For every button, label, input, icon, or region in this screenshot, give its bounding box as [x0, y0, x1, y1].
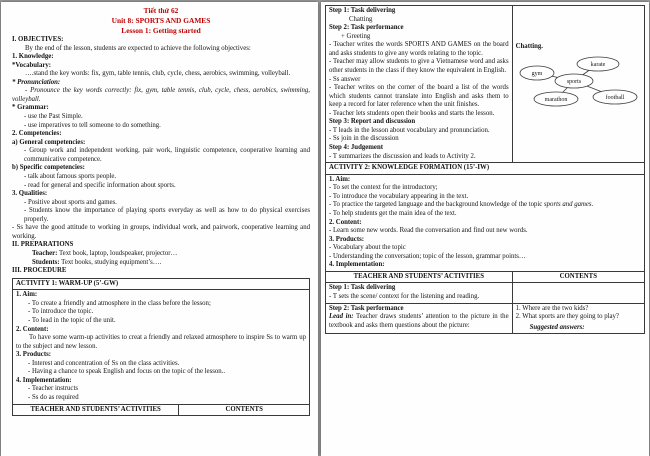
- activity1-title-row: [13, 278, 310, 290]
- activity2-body-cell: [326, 174, 645, 271]
- products-heading: 3. Products:: [329, 235, 364, 243]
- activity1-title-cell: ACTIVITY 1: WARM-UP (5’-GW): [13, 278, 310, 290]
- aim-item: [329, 201, 641, 210]
- question-item: 1. Where are the two kids?: [515, 304, 589, 312]
- activity1-table: [12, 278, 310, 416]
- activities-column-header: TEACHER AND STUDENTS’ ACTIVITIES: [13, 404, 179, 416]
- step2-item: - Teacher lets students open their books and starts the lesson.: [329, 109, 495, 117]
- content-item: - Learn some new words. Read the conversation and find out new words.: [329, 227, 528, 235]
- qualities-heading: 3. Qualities:: [12, 190, 48, 198]
- grammar-heading: * Grammar:: [12, 104, 49, 112]
- specific-competencies-item: - talk about famous sports people.: [24, 172, 117, 180]
- aim-item: - To set the context for the introductory;: [329, 184, 438, 192]
- students-text: Text books, studying equipment’s….: [59, 258, 162, 266]
- qualities-item: - Students know the importance of playing sports everyday as well as how to do physical exercises properly.: [24, 207, 310, 223]
- lesson-number-title: Tiết thứ 62: [143, 6, 179, 15]
- objectives-intro: By the end of the lesson, students are expected to achieve the following objectives:: [25, 44, 251, 52]
- objectives-heading: I. OBJECTIVES:: [12, 35, 64, 43]
- warmup-steps-row: [326, 6, 645, 163]
- content-heading: 2. Content:: [16, 325, 49, 333]
- step1-item: - T sets the scene/ context for the listening and reading.: [329, 293, 480, 300]
- vocabulary-text: ….stand the key words: fix, gym, table tennis, club, cycle, chess, aerobics, swimming, volleyball.: [25, 70, 291, 78]
- step3-item: - T leads in the lesson about vocabulary and pronunciation.: [329, 126, 490, 134]
- step2-item: - Teacher writes on the corner of the board a list of the words which students cannot translate into English and asks them to keep a record for later reference when the unit finishes.: [329, 84, 509, 109]
- step2-item: - Ss answer: [329, 75, 361, 83]
- teacher-text: Text book, laptop, loudspeaker, projector…: [57, 250, 178, 258]
- specific-competencies-item: - read for general and specific information about sports.: [24, 181, 176, 189]
- step3-item: - Ss join in the discussion: [329, 135, 399, 143]
- aim-topic-text: - To practice the targeted language and the background knowledge of the topic: [329, 201, 544, 209]
- activity1-columns-header-row: [13, 404, 310, 416]
- step2-sub: + Greeting: [341, 32, 371, 40]
- activity2-columns-header-row: [326, 271, 645, 283]
- contents-column-header: CONTENTS: [179, 404, 310, 416]
- activities-column-header: TEACHER AND STUDENTS’ ACTIVITIES: [326, 271, 513, 283]
- step1-item: Chatting: [349, 15, 373, 23]
- aim-item: - To lead in the topic of the unit.: [28, 316, 116, 324]
- competencies-heading: 2. Competencies:: [12, 130, 62, 138]
- preparations-students: [12, 259, 310, 268]
- activity2-step2-row: [326, 303, 645, 334]
- step1-heading: Step 1: Task delivering: [329, 7, 396, 14]
- step2-item: - Teacher may allow students to give a Vietnamese word and asks other students in the class if they know the equivalent in English.: [329, 58, 509, 74]
- qualities-item: - Positive about sports and games.: [24, 198, 117, 206]
- bubble-label-gym: gym: [531, 70, 542, 77]
- aim-item: - To create a friendly and atmosphere in the class before the lesson;: [28, 299, 211, 307]
- products-item: - Understanding the conversation; topic of the lesson, grammar points…: [329, 252, 526, 260]
- aim-heading: 1. Aim:: [16, 291, 38, 299]
- aim-item: - To introduce the topic.: [28, 308, 94, 316]
- suggested-answers-label: Suggested answers:: [529, 323, 585, 331]
- products-item: - Vocabulary about the topic: [329, 244, 406, 252]
- students-label: Students:: [32, 258, 60, 266]
- specific-competencies-heading: b) Specific competencies:: [12, 164, 85, 172]
- implementation-heading: 4. Implementation:: [16, 376, 72, 384]
- page-right: [321, 2, 649, 456]
- page-left: [1, 2, 318, 456]
- preparations-teacher: [12, 250, 310, 259]
- bubble-label-sports: sports: [566, 78, 581, 85]
- activity2-step1-row: [326, 283, 645, 303]
- products-item: - Interest and concentration of Ss on the class activities.: [28, 359, 180, 367]
- warmup-activities-cell: [326, 6, 513, 163]
- step2-heading: Step 2: Task performance: [329, 24, 404, 32]
- warmup-contents-cell: [512, 6, 644, 163]
- activity1-body-row: [13, 290, 310, 404]
- implementation-item: - Ss do as required: [28, 394, 79, 402]
- pronunciation-heading: * Pronunciation:: [12, 78, 61, 86]
- grammar-item: - use imperatives to tell someone to do something.: [24, 121, 161, 129]
- pronunciation-text: - Pronounce the key words correctly: fix, gym, table tennis, club, cycle, chess, aerobics, swimming, volleyball.: [12, 87, 310, 103]
- general-competencies-heading: a) General competencies:: [12, 138, 86, 146]
- knowledge-heading: 1. Knowledge:: [12, 53, 54, 61]
- grammar-item: - use the Past Simple.: [24, 113, 83, 121]
- step1-activities-cell: [326, 283, 513, 303]
- lesson-title: Lesson 1: Getting started: [121, 25, 201, 35]
- procedure-heading: III. PROCEDURE: [12, 267, 67, 275]
- aim-heading: 1. Aim:: [329, 175, 351, 183]
- leadin-text: Teacher draws students’ attention to the picture in the textbook and asks them questions about the picture:: [329, 313, 509, 329]
- bubble-label-marathon: marathon: [544, 96, 567, 103]
- qualities-item: - Ss have the good attitude to working in groups, individual work, and pairwork, cooperative learning and working.: [12, 224, 310, 240]
- activity1-body-cell: [13, 290, 310, 404]
- activity2-title-cell: ACTIVITY 2: KNOWLEDGE FORMATION (15’-IW): [326, 163, 645, 175]
- implementation-item: - Teacher instructs: [28, 385, 78, 393]
- chatting-label: Chatting.: [515, 43, 543, 50]
- leadin-paragraph: [329, 313, 509, 330]
- general-competencies-text: - Group work and independent working, pair work, linguistic competence, cooperative learning and communicative competence.: [24, 147, 310, 163]
- question-item: 2. What sports are they going to play?: [515, 313, 619, 321]
- step4-item: - T summarizes the discussion and leads to Activity 2.: [329, 152, 476, 160]
- step4-heading: Step 4: Judgement: [329, 144, 383, 151]
- contents-column-header: CONTENTS: [512, 271, 644, 283]
- topic-web-svg: [516, 55, 644, 111]
- bubble-label-football: football: [605, 94, 624, 101]
- step2-contents-cell: [512, 303, 644, 334]
- aim-item: - To help students get the main idea of the text.: [329, 209, 457, 217]
- procedure-table: [325, 5, 645, 334]
- bubble-label-karate: karate: [590, 61, 605, 68]
- activity2-body-row: [326, 174, 645, 271]
- preparations-heading: II. PREPARATIONS: [12, 241, 74, 249]
- step2-item: - Teacher writes the words SPORTS AND GAMES on the board and asks students to give any words relating to the topic.: [329, 41, 509, 57]
- unit-title: Unit 8: SPORTS AND GAMES: [111, 15, 211, 25]
- step2-activities-cell: [326, 303, 513, 334]
- activity2-title-row: [326, 163, 645, 175]
- vocabulary-heading: *Vocabulary:: [12, 61, 52, 69]
- topic-web-diagram: [516, 55, 641, 111]
- teacher-label: Teacher:: [32, 250, 58, 258]
- aim-item: - To introduce the vocabulary appearing in the text.: [329, 192, 469, 200]
- leadin-label: Lead in:: [329, 313, 354, 321]
- step1-heading: Step 1: Task delivering: [329, 284, 396, 292]
- products-item: - Having a chance to speak English and focus on the topic of the lesson..: [28, 368, 226, 376]
- step3-heading: Step 3: Report and discussion: [329, 118, 416, 126]
- step2-heading: Step 2: Task performance: [329, 304, 404, 312]
- content-text: To have some warm-up activities to creat a friendly and relaxed atmosphere to inspire Ss to warm up to the subject and new lesson.: [16, 334, 306, 350]
- step1-contents-cell: [512, 283, 644, 303]
- products-heading: 3. Products:: [16, 351, 51, 359]
- aim-topic-italic: sports and games.: [544, 201, 594, 209]
- content-heading: 2. Content:: [329, 218, 362, 226]
- implementation-heading: 4. Implementation:: [329, 261, 385, 269]
